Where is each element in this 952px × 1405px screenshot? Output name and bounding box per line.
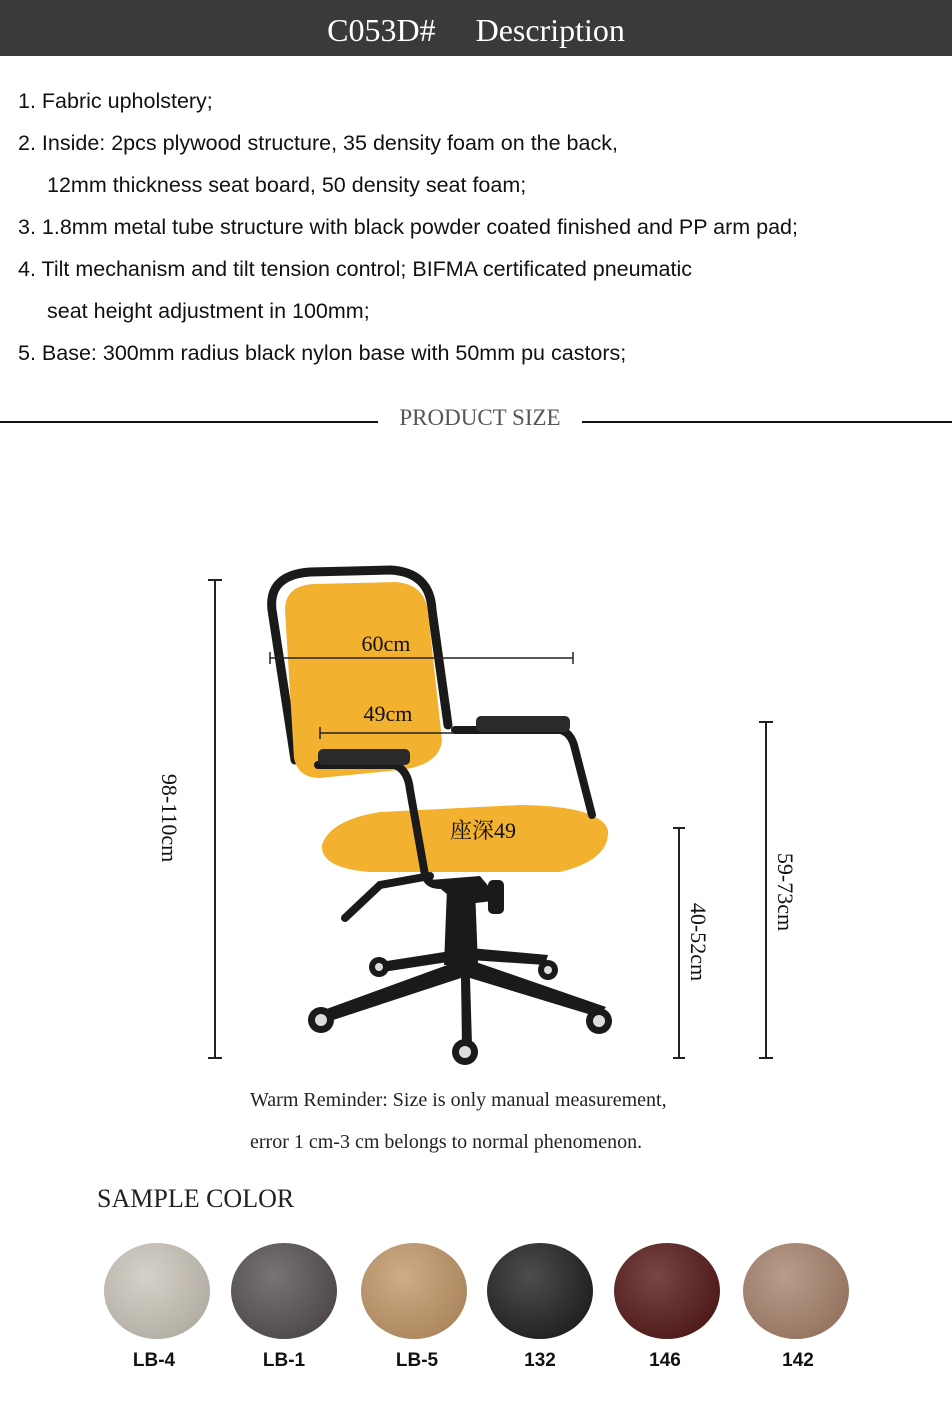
seat-height-dimension <box>673 828 685 1058</box>
arm-height-label: 59-73cm <box>773 852 798 932</box>
swatch-label: 142 <box>782 1350 814 1371</box>
description-item: 2. Inside: 2pcs plywood structure, 35 density foam on the back, <box>18 131 618 155</box>
description-item: 4. Tilt mechanism and tilt tension control; BIFMA certificated pneumatic <box>18 257 692 281</box>
seat-width-label: 49cm <box>363 701 413 726</box>
seat-height-label: 40-52cm <box>686 902 711 982</box>
model-code: C053D# <box>327 12 436 48</box>
color-swatch <box>231 1243 337 1339</box>
reminder-line: Warm Reminder: Size is only manual measurement, <box>250 1089 667 1111</box>
description-item: 3. 1.8mm metal tube structure with black powder coated finished and PP arm pad; <box>18 215 798 239</box>
color-swatch <box>104 1243 210 1339</box>
reminder-line: error 1 cm-3 cm belongs to normal phenomenon. <box>250 1131 643 1153</box>
swatch-label: 146 <box>649 1350 681 1371</box>
swatch-label: 132 <box>524 1350 556 1371</box>
seat-depth-label: 座深49 <box>449 818 517 843</box>
product-size-heading: PRODUCT SIZE <box>399 405 561 430</box>
description-item: seat height adjustment in 100mm; <box>47 299 370 323</box>
total-height-dimension <box>208 580 222 1058</box>
description-item: 5. Base: 300mm radius black nylon base with 50mm pu castors; <box>18 341 627 365</box>
sample-color-title: SAMPLE COLOR <box>97 1184 295 1213</box>
header-title: Description <box>475 12 625 48</box>
color-swatch <box>614 1243 720 1339</box>
swatch-label: LB-1 <box>262 1350 306 1371</box>
color-swatch <box>743 1243 849 1339</box>
description-item: 1. Fabric upholstery; <box>18 89 213 113</box>
swatch-label: LB-4 <box>132 1350 176 1371</box>
swatch-label: LB-5 <box>395 1350 439 1371</box>
color-swatch <box>487 1243 593 1339</box>
width-label: 60cm <box>361 631 411 656</box>
arm-height-dimension <box>759 722 773 1058</box>
description-item: 12mm thickness seat board, 50 density seat foam; <box>47 173 527 197</box>
chair-illustration <box>272 570 612 1065</box>
color-swatch <box>361 1243 467 1339</box>
total-height-label: 98-110cm <box>157 773 182 863</box>
